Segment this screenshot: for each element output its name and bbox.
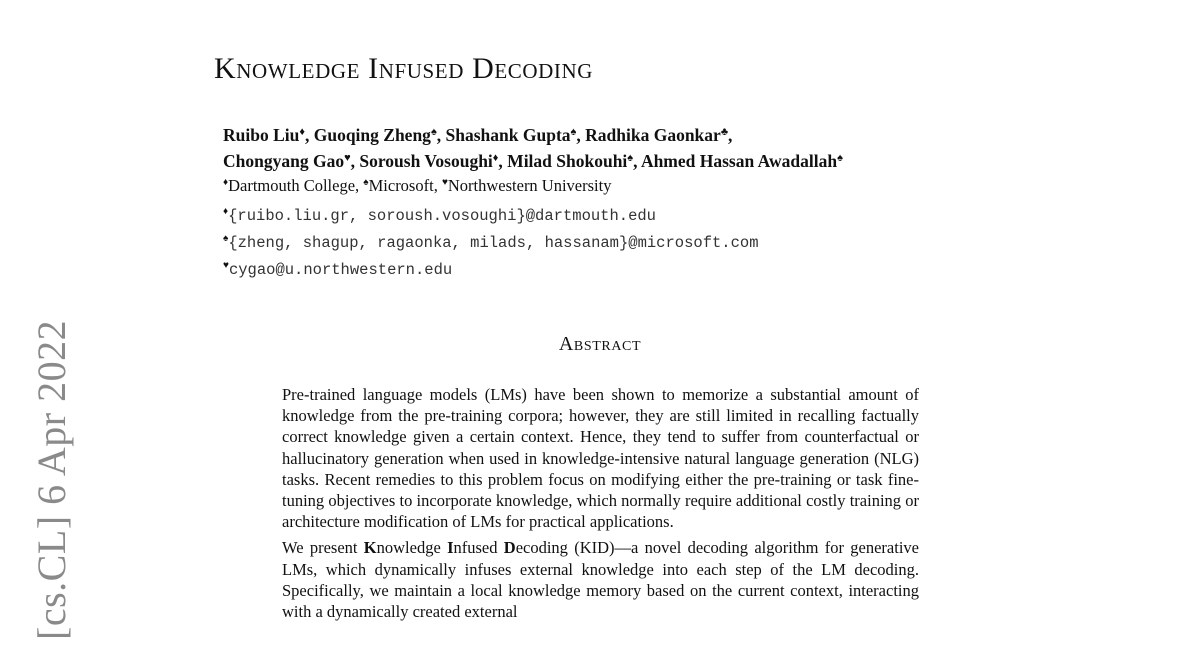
affiliation-name: Dartmouth College: [228, 176, 356, 195]
affiliation-mark: ♦: [223, 206, 229, 217]
author-separator: ,: [728, 125, 733, 145]
affiliation-separator: ,: [355, 176, 364, 195]
text-run: ecoding (KID)—a novel decoding algorithm for generative LMs, which dynamically infuses external knowledge into each step of the LM decoding. Specifically, we maintain a local knowledge memory based on the current context, interacting with a dynamically created external: [282, 538, 919, 622]
affiliation-mark: ♦: [223, 177, 229, 188]
author-name: Chongyang Gao: [223, 151, 345, 171]
affiliation-mark: ♦: [299, 126, 305, 138]
author-name: Shashank Gupta: [445, 125, 571, 145]
affiliation-mark: ♠: [627, 152, 634, 164]
author-name: Radhika Gaonkar: [585, 125, 721, 145]
affiliation-mark: ♣: [720, 126, 729, 138]
email-line: [223, 203, 759, 230]
author-separator: ,: [304, 125, 314, 145]
abstract-paragraph-1: Pre-trained language models (LMs) have been shown to memorize a substantial amount of knowledge from the pre-training corpora; however, they are still limited in recalling factually correct knowledge given a certain context. Hence, they tend to suffer from counterfactual or hallucinatory generation when used in knowledge-intensive natural language generation (NLG) tasks. Recent remedies to this problem focus on modifying either the pre-training or task fine-tuning objectives to incorporate knowledge, which normally require additional costly training or architecture modification of LMs for practical applications.: [282, 385, 919, 532]
affiliation-mark: ♥: [223, 260, 229, 271]
author-name: Milad Shokouhi: [507, 151, 628, 171]
text-run: We present: [282, 538, 364, 558]
affiliation-mark: ♠: [430, 126, 437, 138]
affiliation-mark: ♠: [837, 152, 843, 164]
author-line-2: [223, 148, 843, 174]
author-separator: ,: [436, 125, 446, 145]
author-name: Ahmed Hassan Awadallah: [640, 151, 838, 171]
abstract-body: [282, 384, 919, 627]
author-separator: ,: [350, 151, 360, 171]
affiliation-name: Microsoft: [368, 176, 434, 195]
affiliation-mark: ♦: [492, 152, 499, 164]
email-line: [223, 230, 759, 257]
author-line-1: [223, 122, 843, 148]
author-name: Ruibo Liu: [223, 125, 300, 145]
affiliation-mark: ♠: [570, 126, 577, 138]
author-name: Guoqing Zheng: [313, 125, 431, 145]
affiliation-mark: ♠: [363, 177, 369, 188]
acronym-letter: D: [503, 538, 516, 558]
text-run: nfused: [453, 538, 504, 558]
affiliation-mark: ♥: [441, 177, 448, 188]
affiliation-name: Northwestern University: [447, 176, 612, 195]
paper-title: Knowledge Infused Decoding: [214, 52, 594, 85]
author-separator: ,: [633, 151, 641, 171]
affiliation-separator: ,: [433, 176, 442, 195]
email-text: cygao@u.northwestern.edu: [228, 261, 453, 279]
acronym-letter: K: [363, 538, 377, 558]
email-line: [223, 257, 759, 284]
abstract-paragraph-2: [282, 537, 919, 622]
affiliation-mark: ♠: [223, 233, 229, 244]
text-run: nowledge: [376, 538, 448, 558]
acronym-letter: I: [447, 538, 454, 558]
affiliations: [223, 176, 611, 196]
email-text: {zheng, shagup, ragaonka, milads, hassanam}@microsoft.com: [228, 234, 759, 252]
author-separator: ,: [498, 151, 508, 171]
email-text: {ruibo.liu.gr, soroush.vosoughi}@dartmouth.edu: [228, 207, 656, 225]
abstract-heading: Abstract: [558, 333, 642, 355]
affiliation-mark: ♥: [344, 152, 351, 164]
email-list: [223, 203, 759, 284]
author-separator: ,: [576, 125, 586, 145]
author-name: Soroush Vosoughi: [359, 151, 493, 171]
arxiv-stamp: [cs.CL] 6 Apr 2022: [29, 319, 74, 640]
author-list: [223, 122, 843, 174]
